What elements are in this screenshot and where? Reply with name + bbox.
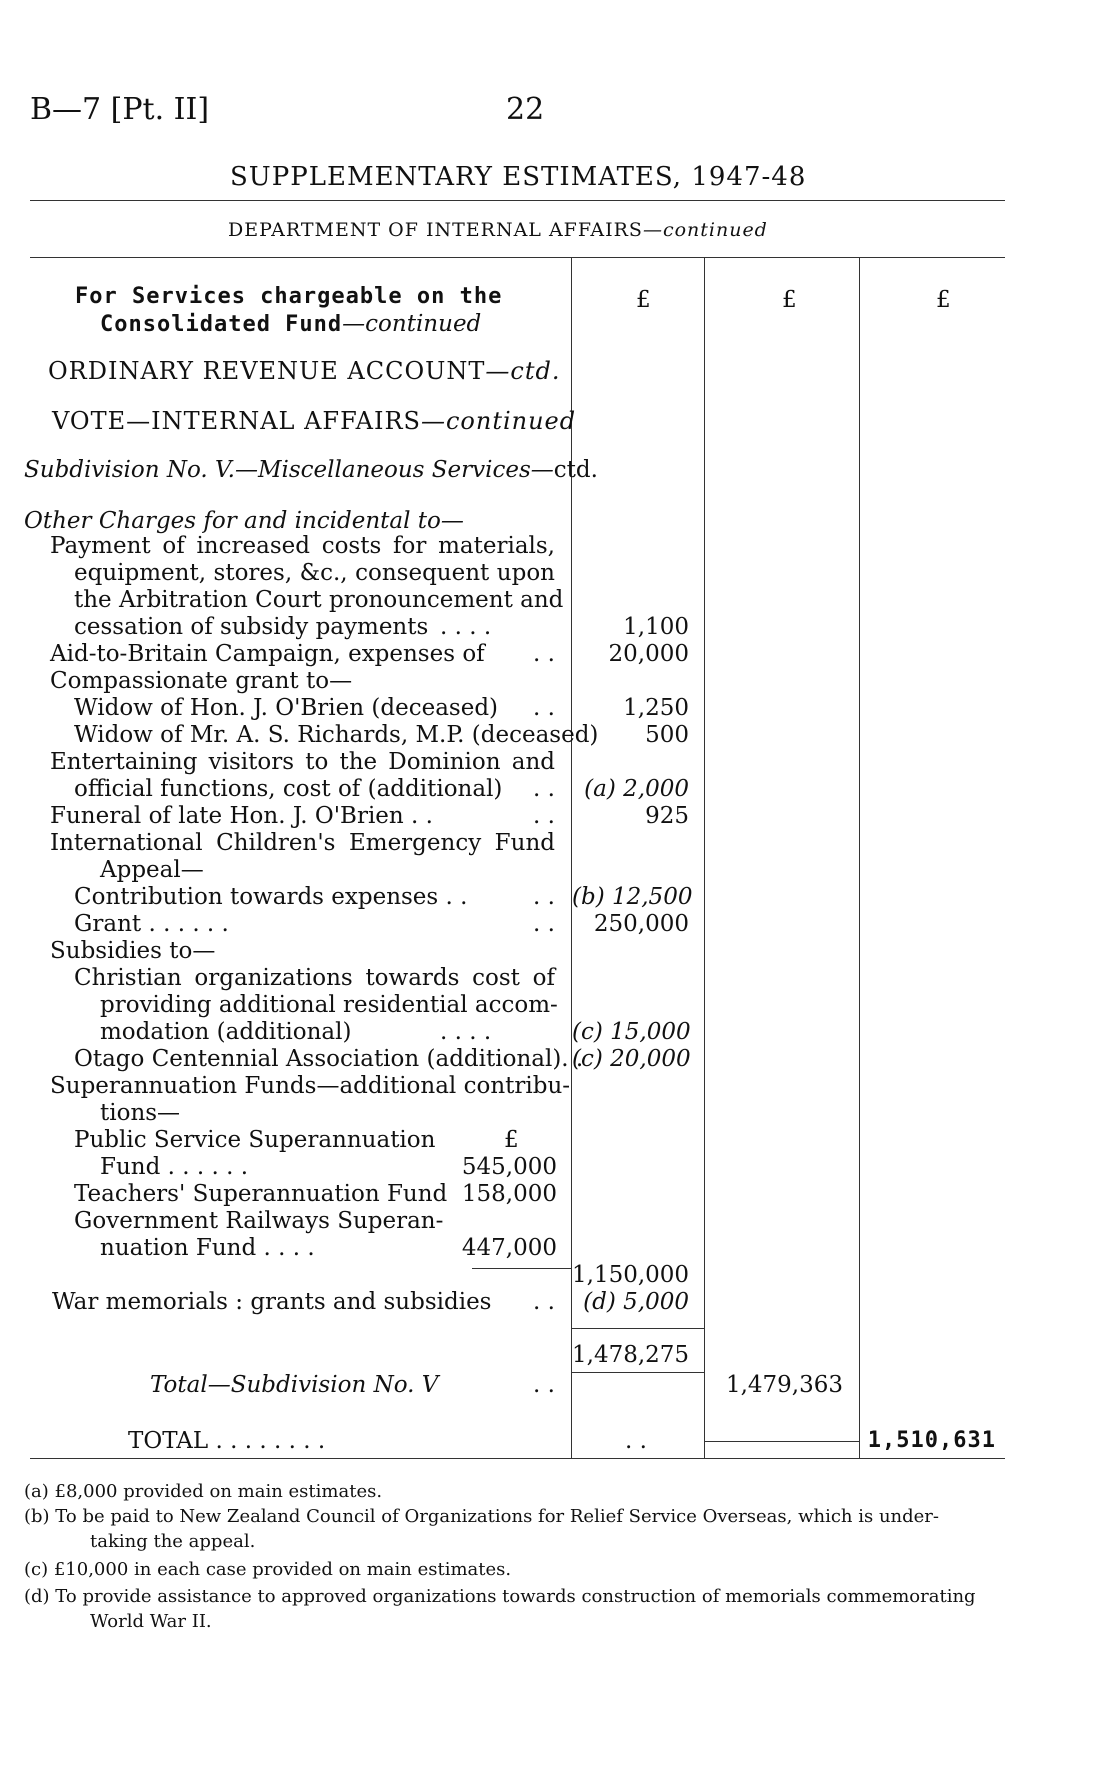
account-name: ORDINARY REVENUE ACCOUNT [48,357,486,385]
contribution-dots: . . [533,884,555,910]
aid-amount: 20,000 [608,641,689,667]
war-memorials-amount: (d) 5,000 [583,1289,689,1315]
vote-name: VOTE—INTERNAL AFFAIRS [52,407,421,435]
subdivision-sum: 1,478,275 [572,1342,690,1368]
vote-heading [52,408,576,435]
teachers-label: Teachers' Superannuation Fund [74,1181,448,1207]
christian-amount: (c) 15,000 [572,1019,691,1045]
grand-total-amount: 1,510,631 [867,1428,996,1453]
footnote-b-line-1: (b) To be paid to New Zealand Council of Organizations for Relief Service Overseas, which is under- [24,1506,939,1527]
subdivision-cont: ctd. [553,457,598,483]
entertaining-line-1: Entertaining visitors to the Dominion and [50,749,555,775]
entertaining-line-2: official functions, cost of (additional) [74,776,503,802]
footnote-d-line-1: (d) To provide assistance to approved organizations towards construction of memorials commemorating [24,1586,976,1607]
funeral-dots: . . [533,803,555,829]
public-service-line-2: Fund . . . . . . [100,1154,249,1180]
railways-amount: 447,000 [461,1235,557,1261]
icef-line-1: International Children's Emergency Fund [50,830,555,856]
widow-obrien-amount: 1,250 [623,695,689,721]
subdivision-heading [24,457,598,484]
account-cont: —ctd. [485,357,561,385]
superannuation-line-2: tions— [100,1100,181,1126]
total-subdivision-amount: 1,479,363 [725,1372,843,1398]
icef-line-2: Appeal— [100,857,204,883]
department-heading [228,219,768,241]
total-column-1-dots: . . [625,1428,647,1454]
column-3-header: £ [936,287,951,313]
footnote-d-line-2: World War II. [90,1611,212,1632]
widow-richards-amount: 500 [645,722,689,748]
subdivision-sum-rule [572,1328,704,1329]
teachers-amount: 158,000 [461,1181,557,1207]
payment-amount: 1,100 [623,614,689,640]
aid-label: Aid-to-Britain Campaign, expenses of [50,641,485,667]
aid-dots: . . [533,641,555,667]
entertaining-dots: . . [533,776,555,802]
footnote-a: (a) £8,000 provided on main estimates. [24,1481,383,1502]
subdivision-name: Subdivision No. V.—Miscellaneous Services— [24,457,554,483]
entertaining-amount: (a) 2,000 [584,776,689,802]
widow-obrien-label: Widow of Hon. J. O'Brien (deceased) [74,695,499,721]
column-1-header: £ [636,287,651,313]
total-subdivision-label: Total—Subdivision No. V [150,1372,439,1398]
footnote-b-line-2: taking the appeal. [90,1531,256,1552]
payment-line-1: Payment of increased costs for materials, [50,533,555,559]
subdivision-sum-rule-2 [572,1372,704,1373]
grant-amount: 250,000 [593,911,689,937]
contribution-label: Contribution towards expenses . . [74,884,468,910]
otago-label: Otago Centennial Association (additional). . [74,1046,584,1072]
table-bottom-rule [30,1458,1005,1459]
payment-line-4: cessation of subsidy payments [74,614,429,640]
widow-richards-label: Widow of Mr. A. S. Richards, M.P. (deceased) [74,722,599,748]
total-subdivision-dots: . . [533,1372,555,1398]
christian-dots: . . . . [440,1019,492,1045]
column-divider-2 [704,258,705,1458]
section-heading-line-1: For Services chargeable on the [75,284,503,309]
consolidated-fund: Consolidated Fund [100,312,343,337]
payment-line-2: equipment, stores, &c., consequent upon [74,560,555,586]
total-column-2-rule [705,1441,859,1442]
superannuation-total: 1,150,000 [572,1262,690,1288]
other-charges-heading: Other Charges for and incidental to— [24,508,464,534]
war-memorials-dots: . . [533,1289,555,1315]
department-name: DEPARTMENT OF INTERNAL AFFAIRS [228,219,643,241]
compassionate-label: Compassionate grant to— [50,668,353,694]
widow-obrien-dots: . . [533,695,555,721]
christian-line-3: modation (additional) [100,1019,352,1045]
otago-amount: (c) 20,000 [572,1046,691,1072]
page-title: SUPPLEMENTARY ESTIMATES, 1947-48 [230,162,807,192]
war-memorials-label: War memorials : grants and subsidies [52,1289,492,1315]
title-rule [30,200,1005,201]
total-label: TOTAL . . . . . . . . [128,1428,326,1454]
account-heading [48,358,560,385]
subsidies-label: Subsidies to— [50,938,216,964]
contribution-amount: (b) 12,500 [572,884,693,910]
payment-dots: . . . . [440,614,492,640]
public-service-amount: 545,000 [461,1154,557,1180]
column-divider-3 [859,258,860,1458]
superannuation-line-1: Superannuation Funds—additional contribu- [50,1073,571,1099]
public-service-pound: £ [504,1127,519,1153]
payment-line-3: the Arbitration Court pronouncement and [74,587,564,613]
department-cont: —continued [642,219,768,241]
page-code: B—7 [Pt. II] [30,92,210,127]
funeral-label: Funeral of late Hon. J. O'Brien . . [50,803,433,829]
christian-line-1: Christian organizations towards cost of [74,965,555,991]
public-service-line-1: Public Service Superannuation [74,1127,436,1153]
funeral-amount: 925 [645,803,689,829]
grant-label: Grant . . . . . . [74,911,229,937]
page-number: 22 [506,92,545,127]
railways-line-2: nuation Fund . . . . [100,1235,315,1261]
grant-dots: . . [533,911,555,937]
railways-line-1: Government Railways Superan- [74,1208,444,1234]
christian-line-2: providing additional residential accom- [100,992,558,1018]
consolidated-fund-cont: —continued [342,311,482,337]
vote-cont: —continued [420,407,577,435]
section-heading-line-2 [100,311,481,338]
superannuation-sum-rule [472,1268,572,1269]
column-2-header: £ [782,287,797,313]
footnote-c: (c) £10,000 in each case provided on main estimates. [24,1559,512,1580]
